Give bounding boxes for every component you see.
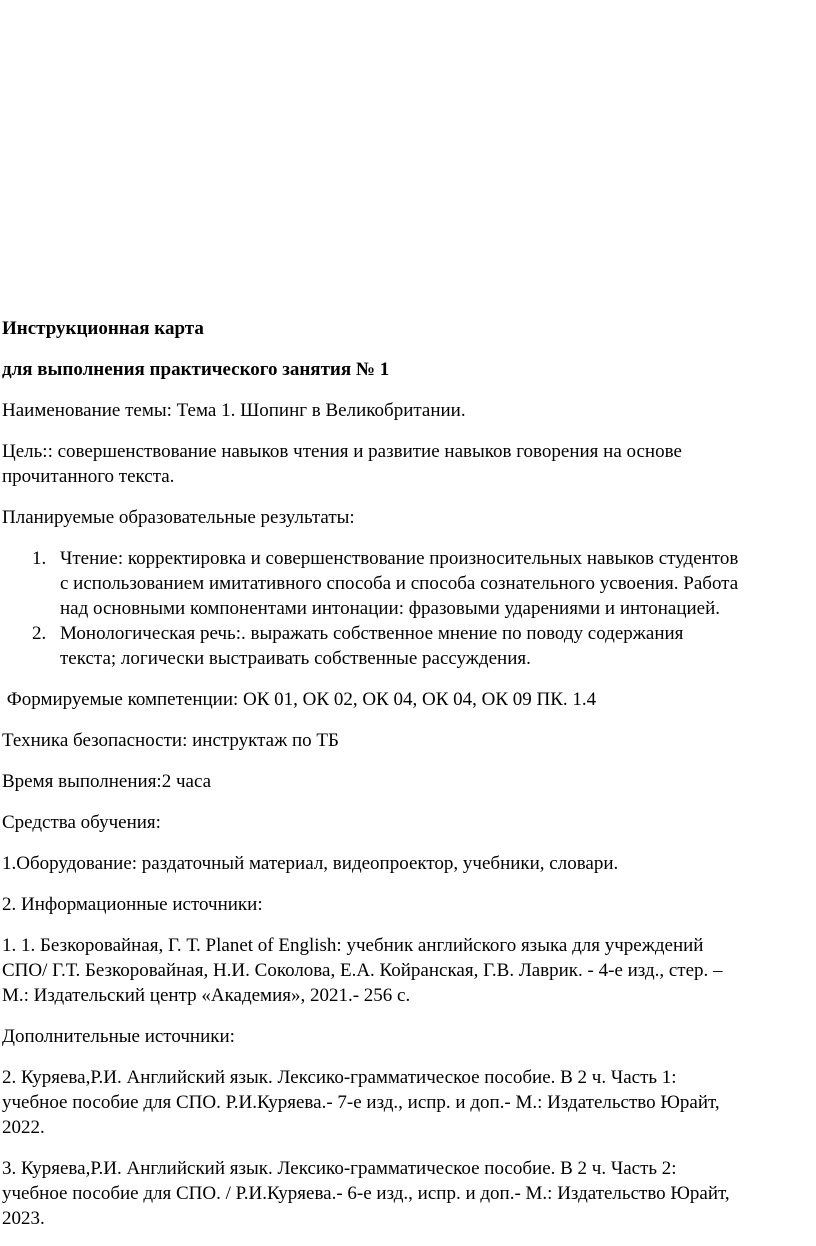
duration-line: Время выполнения:2 часа [2, 771, 212, 792]
source-line: М.: Издательский центр «Академия», 2021.- 256 с. [2, 985, 411, 1006]
topic-line: Наименование темы: Тема 1. Шопинг в Великобритании. [2, 400, 466, 421]
means-heading: Средства обучения: [2, 812, 161, 833]
source-2 [0, 1065, 816, 1140]
list-item-number: 2. [32, 623, 47, 644]
list-item-line: Монологическая речь:. выражать собственное мнение по поводу содержания [60, 623, 684, 644]
equipment-line: 1.Оборудование: раздаточный материал, видеопроектор, учебники, словари. [2, 853, 619, 874]
safety-line: Техника безопасности: инструктаж по ТБ [2, 730, 339, 751]
goal-line: прочитанного текста. [2, 466, 175, 487]
info-sources-heading: 2. Информационные источники: [2, 894, 263, 915]
document-page [0, 316, 816, 1231]
list-item-line: Чтение: корректировка и совершенствование произносительных навыков студентов [60, 548, 739, 569]
source-line: учебное пособие для СПО. Р.И.Куряева.- 7-е изд., испр. и доп.- М.: Издательство Юрайт, [2, 1092, 720, 1113]
source-line: учебное пособие для СПО. / Р.И.Куряева.- 6-е изд., испр. и доп.- М.: Издательство Юрайт, [2, 1183, 730, 1204]
results-heading: Планируемые образовательные результаты: [2, 507, 355, 528]
source-line: 2022. [2, 1117, 45, 1138]
competencies-line: Формируемые компетенции: ОК 01, ОК 02, ОК 04, ОК 04, ОК 09 ПК. 1.4 [2, 689, 597, 710]
source-line: 1. 1. Безкоровайная, Г. Т. Planet of English: учебник английского языка для учреждений [2, 935, 704, 956]
source-line: СПО/ Г.Т. Безкоровайная, Н.И. Соколова, Е.А. Койранская, Г.В. Лаврик. - 4-е изд., стер. – [2, 960, 723, 981]
list-item [0, 621, 816, 671]
list-item-number: 1. [32, 548, 47, 569]
doc-subtitle: для выполнения практического занятия № 1 [2, 359, 390, 380]
source-line: 3. Куряева,Р.И. Английский язык. Лексико-грамматическое пособие. В 2 ч. Часть 2: [2, 1158, 677, 1179]
goal-paragraph [0, 439, 816, 489]
list-item-line: над основными компонентами интонации: фразовыми ударениями и интонацией. [60, 598, 720, 619]
goal-line: Цель:: совершенствование навыков чтения и развитие навыков говорения на основе [2, 441, 682, 462]
list-item [0, 546, 816, 621]
list-item-line: с использованием имитативного способа и способа сознательного усвоения. Работа [60, 573, 739, 594]
source-line: 2023. [2, 1208, 45, 1229]
source-3 [0, 1156, 816, 1231]
source-1 [0, 933, 816, 1008]
list-item-line: текста; логически выстраивать собственные рассуждения. [60, 648, 531, 669]
doc-title: Инструкционная карта [2, 318, 204, 339]
additional-sources-heading: Дополнительные источники: [2, 1026, 235, 1047]
results-list [0, 546, 816, 671]
source-line: 2. Куряева,Р.И. Английский язык. Лексико-грамматическое пособие. В 2 ч. Часть 1: [2, 1067, 677, 1088]
